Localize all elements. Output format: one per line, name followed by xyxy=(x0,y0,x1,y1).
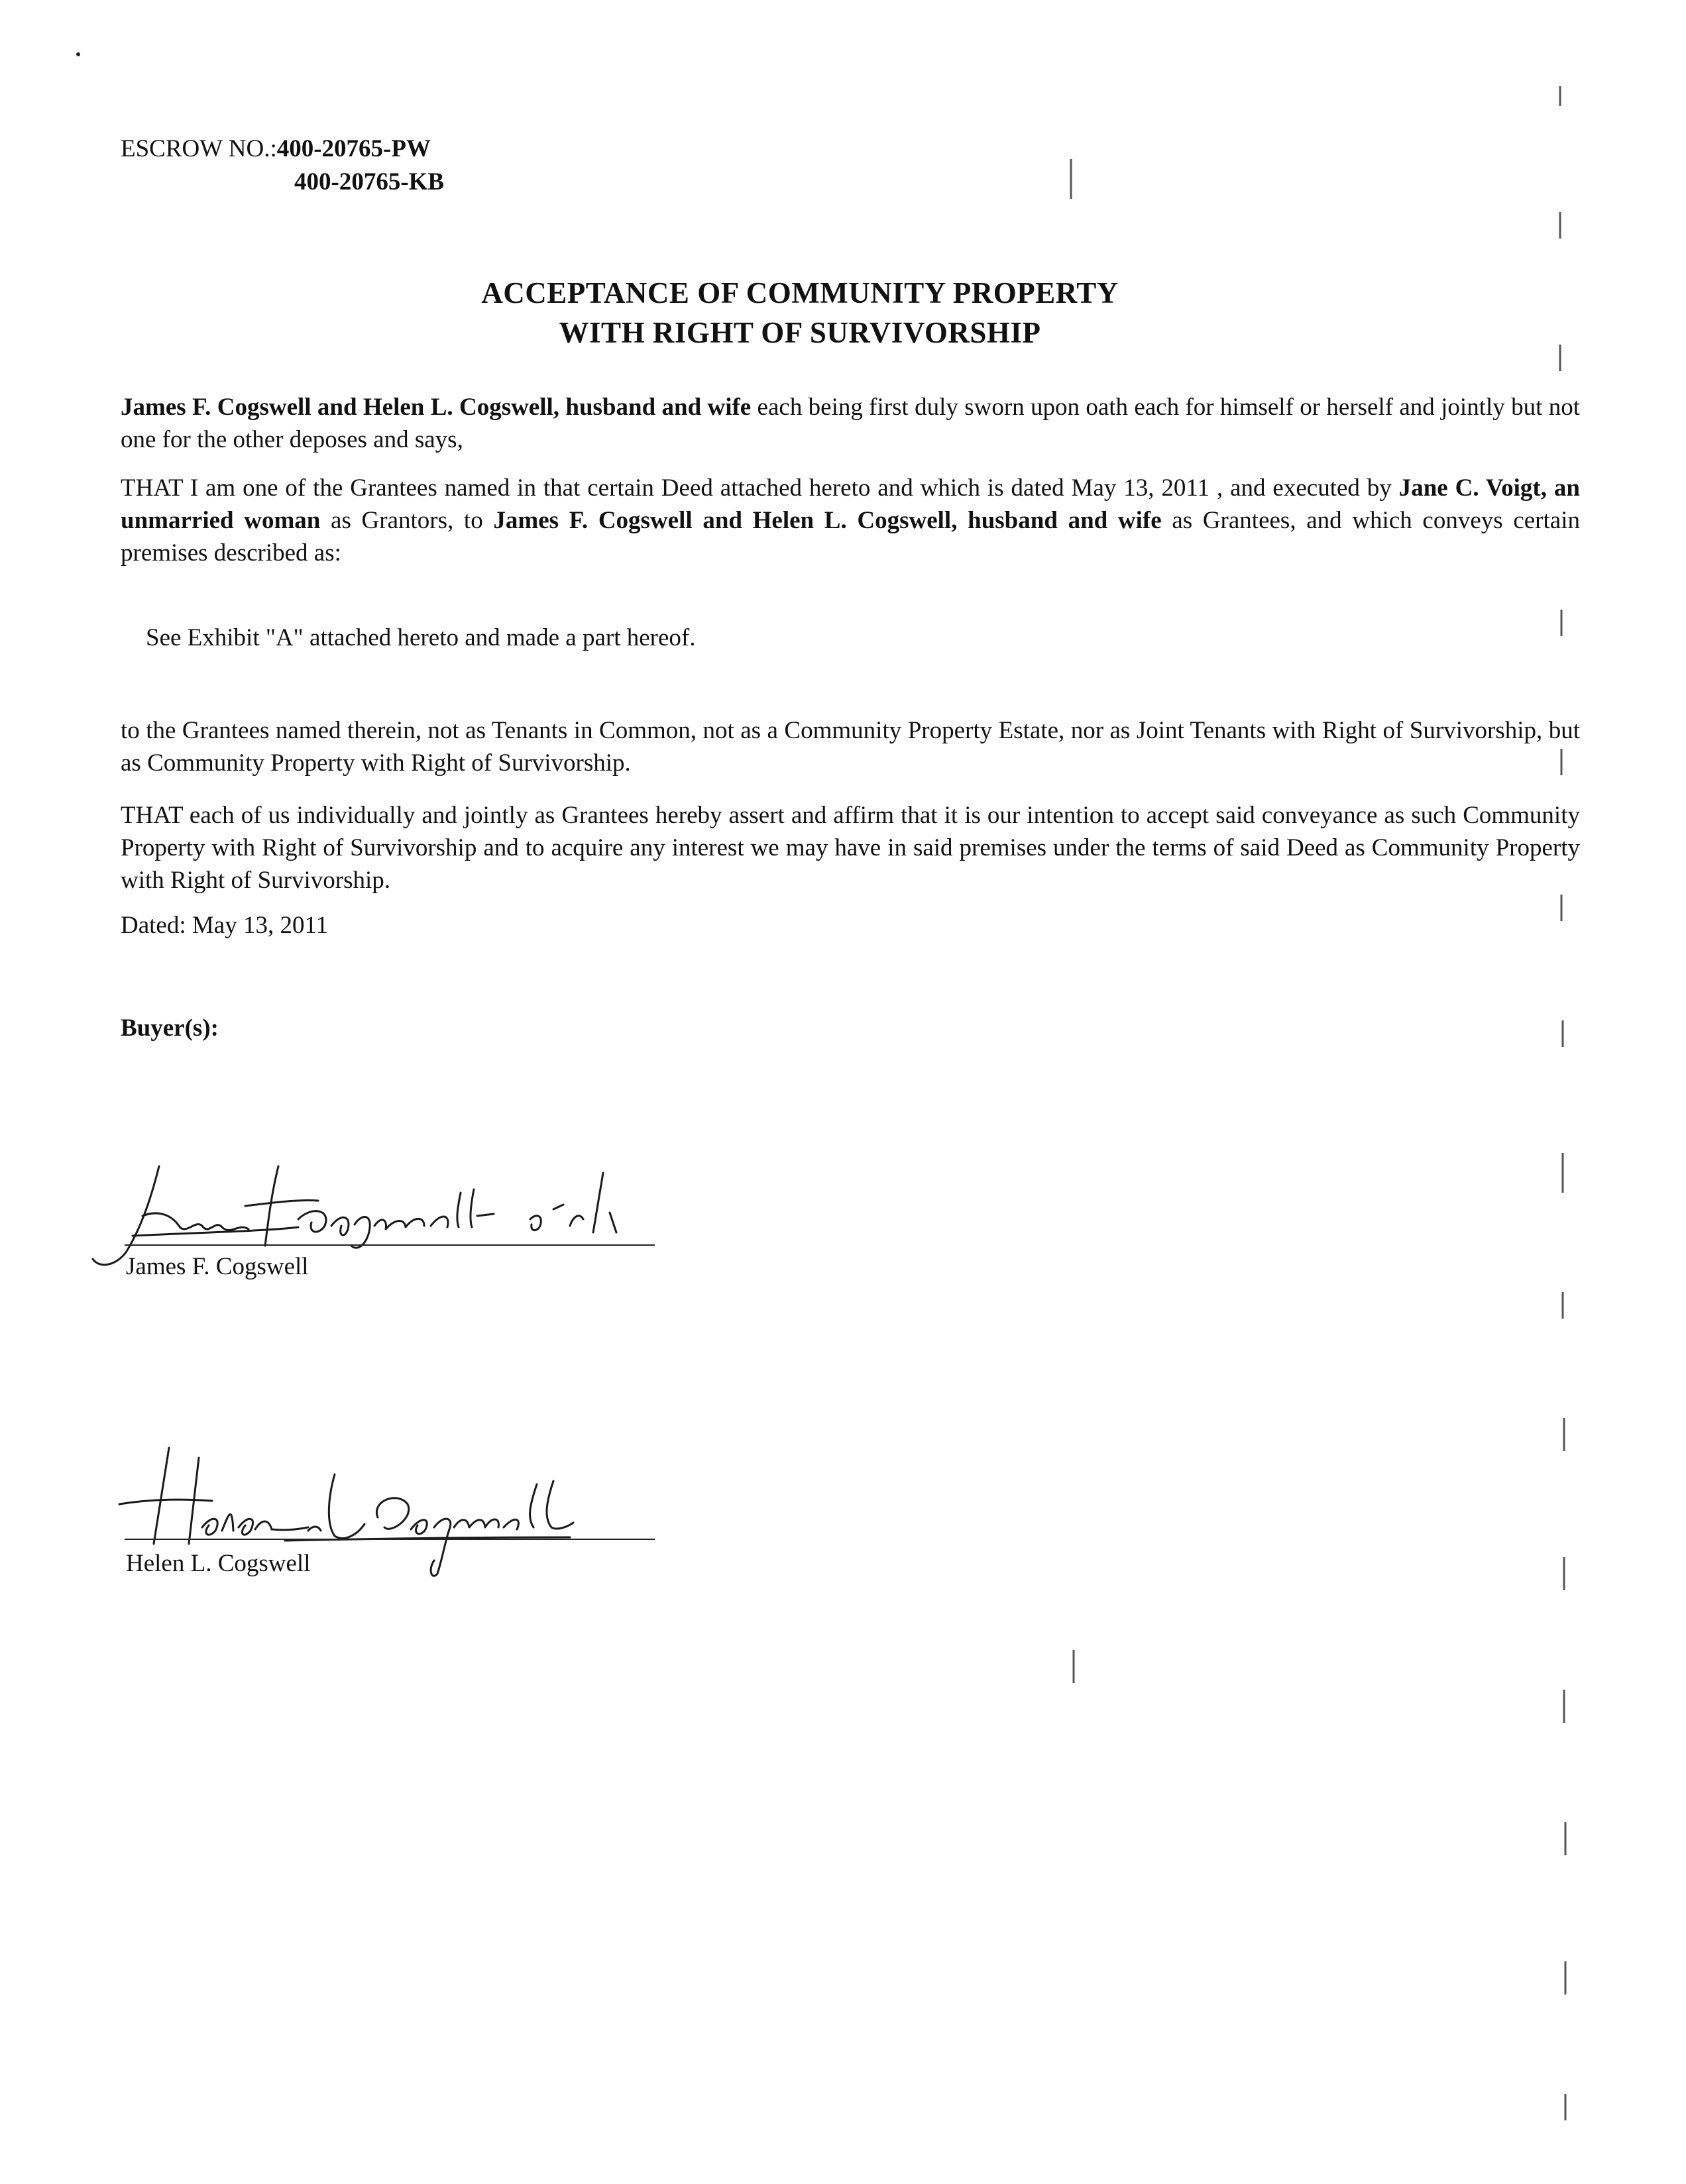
signature-block-helen xyxy=(80,1445,663,1604)
exhibit-reference: See Exhibit "A" attached hereto and made a part hereof. xyxy=(146,624,696,651)
grantee-text-a: THAT I am one of the Grantees named in that certain Deed attached hereto and which is dated May 13, 2011 , and executed by xyxy=(121,474,1399,502)
paragraph-affirmation: THAT each of us individually and jointly as Grantees hereby assert and affirm that it is our intention to accept said conveyance as such Community Property with Right of Survivorship and to acquire any interest we may have in said premises under the terms of said Deed as Community Property with Right of Survivorship. xyxy=(121,802,1580,894)
deponents-names: James F. Cogswell and Helen L. Cogswell, husband and wife xyxy=(121,394,752,421)
escrow-line-1 xyxy=(121,133,444,166)
grantee-names: James F. Cogswell and Helen L. Cogswell, husband and wife xyxy=(493,507,1162,534)
paragraph-tenancy: to the Grantees named therein, not as Tenants in Common, not as a Community Property Estate, nor as Joint Tenants with Right of Survivorship, but as Community Property with Right of Survivorship. xyxy=(121,717,1580,777)
buyers-label: Buyer(s): xyxy=(121,1014,219,1042)
paragraph-grantee-statement xyxy=(121,472,1580,569)
signature-line-james xyxy=(125,1244,655,1246)
deponents-text: each being first duly sworn upon oath each for himself or herself and jointly but not one for the other deposes and says, xyxy=(121,394,1580,453)
signature-line-helen xyxy=(125,1539,655,1540)
document-title xyxy=(0,273,1686,353)
escrow-label: ESCROW NO.: xyxy=(121,135,277,162)
grantor-name: Jane C. Voigt, an unmarried woman xyxy=(121,474,1580,534)
escrow-number-block xyxy=(121,133,444,199)
grantee-text-b: as Grantors, to xyxy=(320,507,494,534)
escrow-number-1: 400-20765-PW xyxy=(276,135,431,162)
escrow-line-2 xyxy=(121,166,444,199)
escrow-number-2: 400-20765-KB xyxy=(294,168,445,195)
title-line-1: ACCEPTANCE OF COMMUNITY PROPERTY xyxy=(481,276,1119,309)
paragraph-deponents xyxy=(121,391,1580,456)
title-line-2: WITH RIGHT OF SURVIVORSHIP xyxy=(559,316,1041,349)
signer-name-helen: Helen L. Cogswell xyxy=(126,1550,311,1577)
signature-block-james xyxy=(80,1153,663,1305)
dated-line: Dated: May 13, 2011 xyxy=(121,912,329,939)
grantee-text-c: as Grantees, and which conveys certain premises described as: xyxy=(121,507,1580,567)
signer-name-james: James F. Cogswell xyxy=(126,1253,309,1280)
